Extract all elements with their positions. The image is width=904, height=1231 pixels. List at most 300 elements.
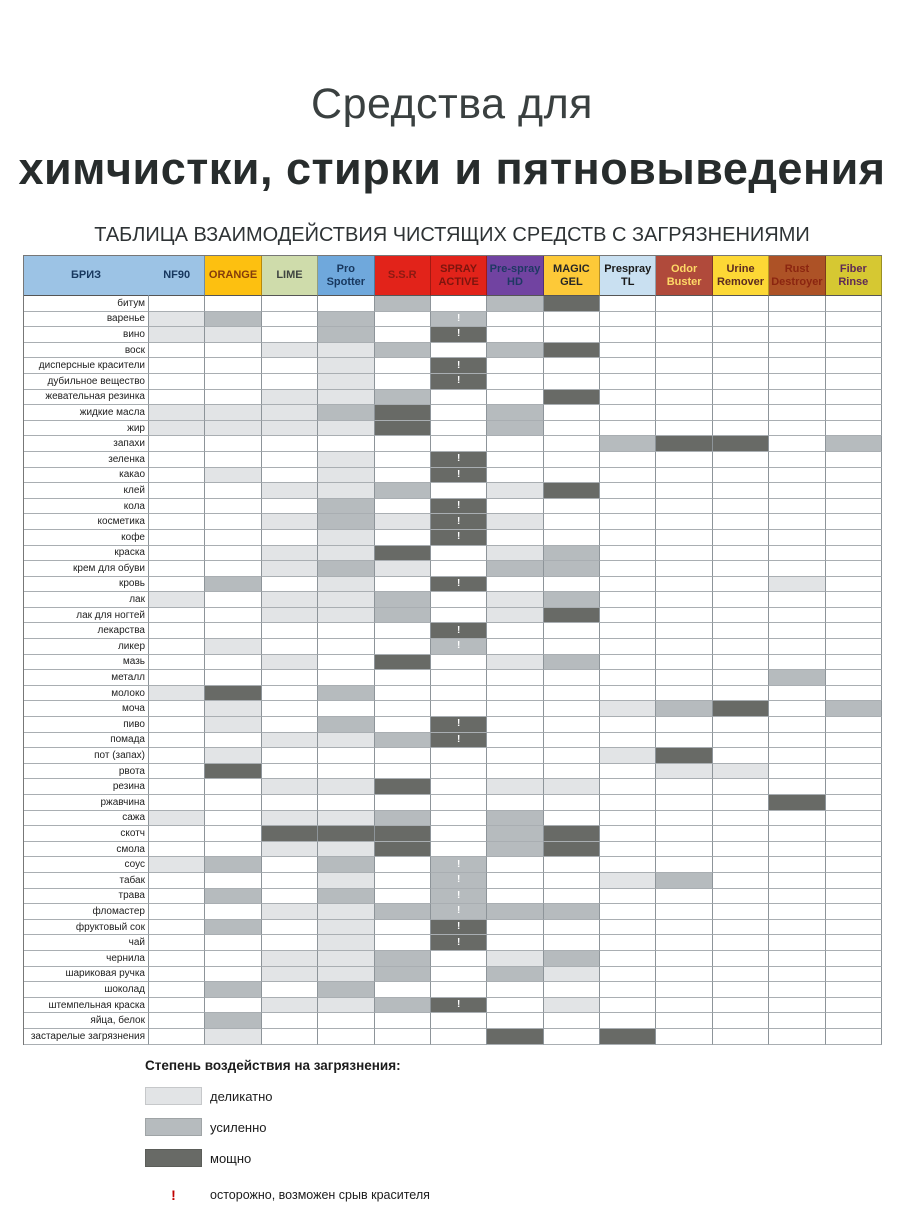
grade-cell (769, 733, 825, 749)
grade-cell (375, 436, 431, 452)
grade-cell (769, 967, 825, 983)
row-label: краска (24, 546, 149, 562)
dye-warning-icon: ! (456, 858, 461, 870)
column-header-s-s-r: S.S.R (375, 256, 431, 296)
row-label: клей (24, 483, 149, 499)
grade-cell (600, 452, 656, 468)
grade-cell (262, 967, 318, 983)
grade-cell (149, 499, 205, 515)
column-header-odor-buster: Odor Buster (656, 256, 712, 296)
row-label: запахи (24, 436, 149, 452)
grade-cell (600, 436, 656, 452)
grade-cell (544, 779, 600, 795)
grade-cell (769, 873, 825, 889)
dye-warning-icon: ! (456, 921, 461, 933)
row-label: чернила (24, 951, 149, 967)
grade-cell (375, 514, 431, 530)
grade-cell (375, 811, 431, 827)
grade-cell (544, 857, 600, 873)
grade-cell (544, 421, 600, 437)
legend-item-label: усиленно (210, 1119, 267, 1135)
grade-cell (431, 935, 487, 951)
grade-cell (205, 1029, 261, 1045)
dye-warning-icon: ! (456, 936, 461, 948)
grade-cell (487, 327, 543, 343)
grade-cell (600, 608, 656, 624)
grade-cell (544, 951, 600, 967)
grade-cell (600, 530, 656, 546)
grade-cell (262, 748, 318, 764)
grade-cell (375, 842, 431, 858)
grade-cell (544, 436, 600, 452)
grade-cell (375, 951, 431, 967)
grade-cell (544, 717, 600, 733)
grade-cell (600, 499, 656, 515)
grade-cell (205, 701, 261, 717)
grade-cell (713, 982, 769, 998)
grade-cell (149, 982, 205, 998)
column-header-orange: ORANGE (205, 256, 261, 296)
grade-cell (318, 499, 374, 515)
dye-warning-icon: ! (456, 718, 461, 730)
grade-cell (375, 1029, 431, 1045)
grade-cell (769, 701, 825, 717)
grade-cell (769, 296, 825, 312)
grade-cell (544, 873, 600, 889)
row-label: фруктовый сок (24, 920, 149, 936)
dye-warning-icon: ! (456, 359, 461, 371)
grade-cell (262, 561, 318, 577)
grade-cell (318, 686, 374, 702)
grade-cell (149, 811, 205, 827)
grade-cell (318, 701, 374, 717)
grade-cell (713, 764, 769, 780)
grade-cell (656, 514, 712, 530)
grade-cell (318, 577, 374, 593)
grade-cell (318, 764, 374, 780)
grade-cell (318, 904, 374, 920)
grade-cell (149, 655, 205, 671)
grade-cell (600, 920, 656, 936)
grade-cell (656, 530, 712, 546)
grade-cell (431, 1013, 487, 1029)
grade-cell (205, 421, 261, 437)
grade-cell (318, 795, 374, 811)
row-label: штемпельная краска (24, 998, 149, 1014)
dye-warning-icon: ! (456, 889, 461, 901)
grade-cell (431, 857, 487, 873)
row-label: жевательная резинка (24, 390, 149, 406)
grade-cell (769, 842, 825, 858)
grade-cell (205, 951, 261, 967)
grade-cell (656, 546, 712, 562)
grade-cell (149, 421, 205, 437)
legend-swatch-dark (145, 1149, 202, 1167)
grade-cell (487, 795, 543, 811)
grade-cell (431, 561, 487, 577)
legend-item-label: деликатно (210, 1088, 273, 1104)
row-label: металл (24, 670, 149, 686)
grade-cell (544, 670, 600, 686)
grade-cell (769, 327, 825, 343)
grade-cell (826, 390, 882, 406)
row-label: кровь (24, 577, 149, 593)
grade-cell (318, 951, 374, 967)
grade-cell (487, 592, 543, 608)
grade-cell (656, 390, 712, 406)
grade-cell (205, 405, 261, 421)
dye-warning-icon: ! (456, 515, 461, 527)
grade-cell (318, 608, 374, 624)
grade-cell (149, 717, 205, 733)
grade-cell (826, 312, 882, 328)
grade-cell (826, 951, 882, 967)
grade-cell (600, 561, 656, 577)
grade-cell (769, 530, 825, 546)
row-label: лак для ногтей (24, 608, 149, 624)
grade-cell (656, 748, 712, 764)
grade-cell (262, 499, 318, 515)
grade-cell (600, 468, 656, 484)
grade-cell (149, 592, 205, 608)
grade-cell (826, 343, 882, 359)
grade-cell (262, 951, 318, 967)
grade-cell (544, 935, 600, 951)
grade-cell (375, 998, 431, 1014)
grade-cell (205, 670, 261, 686)
grade-cell (375, 764, 431, 780)
grade-cell (375, 889, 431, 905)
grade-cell (375, 686, 431, 702)
row-label: фломастер (24, 904, 149, 920)
grade-cell (375, 312, 431, 328)
grade-cell (713, 951, 769, 967)
grade-cell (713, 390, 769, 406)
grade-cell (262, 998, 318, 1014)
legend-warning (145, 1187, 665, 1203)
row-label: мазь (24, 655, 149, 671)
grade-cell (149, 889, 205, 905)
grade-cell (318, 811, 374, 827)
grade-cell (713, 1029, 769, 1045)
grade-cell (656, 577, 712, 593)
grade-cell (600, 592, 656, 608)
grade-cell (826, 655, 882, 671)
grade-cell (826, 327, 882, 343)
grade-cell (544, 390, 600, 406)
grade-cell (318, 436, 374, 452)
grade-cell (826, 374, 882, 390)
grade-cell (769, 1029, 825, 1045)
grade-cell (375, 483, 431, 499)
grade-cell (600, 483, 656, 499)
grade-cell (769, 514, 825, 530)
grade-cell (262, 686, 318, 702)
grade-cell (544, 327, 600, 343)
grade-cell (149, 826, 205, 842)
grade-cell (149, 920, 205, 936)
grade-cell (656, 655, 712, 671)
grade-cell (375, 982, 431, 998)
grade-cell (826, 421, 882, 437)
grade-cell (544, 296, 600, 312)
grade-cell (375, 857, 431, 873)
grade-cell (544, 967, 600, 983)
grade-cell (431, 343, 487, 359)
grade-cell (487, 530, 543, 546)
grade-cell (431, 655, 487, 671)
grade-cell (262, 405, 318, 421)
grade-cell (375, 561, 431, 577)
grade-cell (769, 468, 825, 484)
grade-cell (826, 452, 882, 468)
legend-item-label: мощно (210, 1150, 252, 1166)
grade-cell (826, 670, 882, 686)
grade-cell (431, 312, 487, 328)
grade-cell (375, 343, 431, 359)
grade-cell (487, 982, 543, 998)
grade-cell (205, 546, 261, 562)
grade-cell (826, 530, 882, 546)
grade-cell (713, 421, 769, 437)
grade-cell (769, 795, 825, 811)
row-label: скотч (24, 826, 149, 842)
row-label: шариковая ручка (24, 967, 149, 983)
grade-cell (544, 686, 600, 702)
grade-cell (262, 530, 318, 546)
grade-cell (318, 1029, 374, 1045)
grade-cell (544, 343, 600, 359)
grade-cell (713, 358, 769, 374)
grade-cell (713, 468, 769, 484)
grade-cell (262, 436, 318, 452)
grade-cell (769, 935, 825, 951)
legend-swatch-medium (145, 1118, 202, 1136)
grade-cell (544, 764, 600, 780)
grade-cell (318, 405, 374, 421)
grade-cell (544, 405, 600, 421)
grade-cell (205, 873, 261, 889)
grade-cell (769, 452, 825, 468)
grade-cell (262, 982, 318, 998)
row-label: застарелые загрязнения (24, 1029, 149, 1045)
grade-cell (487, 358, 543, 374)
grade-cell (487, 312, 543, 328)
grade-cell (431, 577, 487, 593)
grade-cell (600, 795, 656, 811)
grade-cell (318, 967, 374, 983)
grade-cell (318, 639, 374, 655)
grade-cell (487, 639, 543, 655)
grade-cell (318, 296, 374, 312)
grade-cell (487, 935, 543, 951)
grade-cell (544, 499, 600, 515)
grade-cell (262, 701, 318, 717)
grade-cell (600, 857, 656, 873)
grade-cell (431, 670, 487, 686)
grade-cell (431, 701, 487, 717)
dye-warning-icon: ! (456, 874, 461, 886)
grade-cell (205, 795, 261, 811)
grade-cell (318, 327, 374, 343)
grade-cell (656, 327, 712, 343)
grade-cell (262, 546, 318, 562)
grade-cell (544, 826, 600, 842)
grade-cell (431, 904, 487, 920)
grade-cell (656, 1013, 712, 1029)
grade-cell (713, 733, 769, 749)
grade-cell (487, 374, 543, 390)
grade-cell (600, 405, 656, 421)
grade-cell (318, 655, 374, 671)
grade-cell (431, 795, 487, 811)
grade-cell (487, 390, 543, 406)
grade-cell (600, 935, 656, 951)
grade-cell (375, 546, 431, 562)
legend (145, 1058, 665, 1203)
grade-cell (656, 452, 712, 468)
grade-cell (826, 608, 882, 624)
grade-cell (544, 358, 600, 374)
grade-cell (826, 748, 882, 764)
row-label: варенье (24, 312, 149, 328)
grade-cell (487, 343, 543, 359)
row-label: соус (24, 857, 149, 873)
grade-cell (487, 967, 543, 983)
grade-cell (769, 811, 825, 827)
grade-cell (600, 873, 656, 889)
grade-cell (375, 733, 431, 749)
grade-cell (375, 873, 431, 889)
grade-cell (600, 717, 656, 733)
grade-cell (487, 764, 543, 780)
grade-cell (205, 889, 261, 905)
grade-cell (205, 608, 261, 624)
grade-cell (656, 873, 712, 889)
grade-cell (262, 826, 318, 842)
dye-warning-icon: ! (456, 468, 461, 480)
grade-cell (544, 374, 600, 390)
grade-cell (600, 670, 656, 686)
grade-cell (826, 686, 882, 702)
grade-cell (205, 733, 261, 749)
grade-cell (375, 592, 431, 608)
grade-cell (769, 982, 825, 998)
grade-cell (318, 530, 374, 546)
grade-cell (544, 312, 600, 328)
grade-cell (769, 920, 825, 936)
grade-cell (375, 655, 431, 671)
grade-cell (600, 577, 656, 593)
grade-cell (318, 748, 374, 764)
grade-cell (149, 795, 205, 811)
grade-cell (544, 920, 600, 936)
grade-cell (262, 655, 318, 671)
grade-cell (262, 904, 318, 920)
grade-cell (205, 296, 261, 312)
grade-cell (600, 889, 656, 905)
grade-cell (769, 312, 825, 328)
grade-cell (769, 904, 825, 920)
row-label: шоколад (24, 982, 149, 998)
row-label: ликер (24, 639, 149, 655)
grade-cell (205, 436, 261, 452)
row-label: жир (24, 421, 149, 437)
grade-cell (149, 452, 205, 468)
grade-cell (205, 468, 261, 484)
grade-cell (149, 639, 205, 655)
grade-cell (713, 623, 769, 639)
grade-cell (826, 639, 882, 655)
grade-cell (544, 608, 600, 624)
grade-cell (487, 1029, 543, 1045)
grade-cell (318, 390, 374, 406)
row-label: сажа (24, 811, 149, 827)
grade-cell (375, 779, 431, 795)
grade-cell (149, 842, 205, 858)
grade-cell (318, 935, 374, 951)
row-label: жидкие масла (24, 405, 149, 421)
dye-warning-icon: ! (456, 640, 461, 652)
grade-cell (826, 561, 882, 577)
grade-cell (826, 1013, 882, 1029)
grade-cell (713, 935, 769, 951)
dye-warning-icon: ! (456, 453, 461, 465)
grade-cell (487, 421, 543, 437)
grade-cell (149, 935, 205, 951)
grade-cell (149, 967, 205, 983)
grade-cell (656, 717, 712, 733)
grade-cell (149, 686, 205, 702)
grade-cell (318, 374, 374, 390)
grade-cell (205, 639, 261, 655)
grade-cell (656, 499, 712, 515)
grade-cell (149, 483, 205, 499)
grade-cell (431, 998, 487, 1014)
grade-cell (826, 826, 882, 842)
grade-cell (544, 530, 600, 546)
grade-cell (826, 701, 882, 717)
grade-cell (149, 670, 205, 686)
grade-cell (375, 358, 431, 374)
grade-cell (205, 686, 261, 702)
grade-cell (262, 374, 318, 390)
grade-cell (262, 795, 318, 811)
grade-cell (431, 717, 487, 733)
grade-cell (656, 374, 712, 390)
grade-cell (769, 686, 825, 702)
dye-warning-icon: ! (456, 905, 461, 917)
grade-cell (826, 795, 882, 811)
grade-cell (205, 967, 261, 983)
grade-cell (375, 374, 431, 390)
legend-warning-label: осторожно, возможен срыв красителя (210, 1188, 430, 1202)
grade-cell (149, 546, 205, 562)
grade-cell (600, 998, 656, 1014)
dye-warning-icon: ! (456, 999, 461, 1011)
grade-cell (487, 468, 543, 484)
grade-cell (600, 514, 656, 530)
grade-cell (656, 670, 712, 686)
grade-cell (600, 951, 656, 967)
grade-cell (375, 748, 431, 764)
grade-cell (375, 701, 431, 717)
grade-cell (205, 904, 261, 920)
grade-cell (431, 514, 487, 530)
grade-cell (656, 935, 712, 951)
grade-cell (713, 717, 769, 733)
grade-cell (487, 701, 543, 717)
